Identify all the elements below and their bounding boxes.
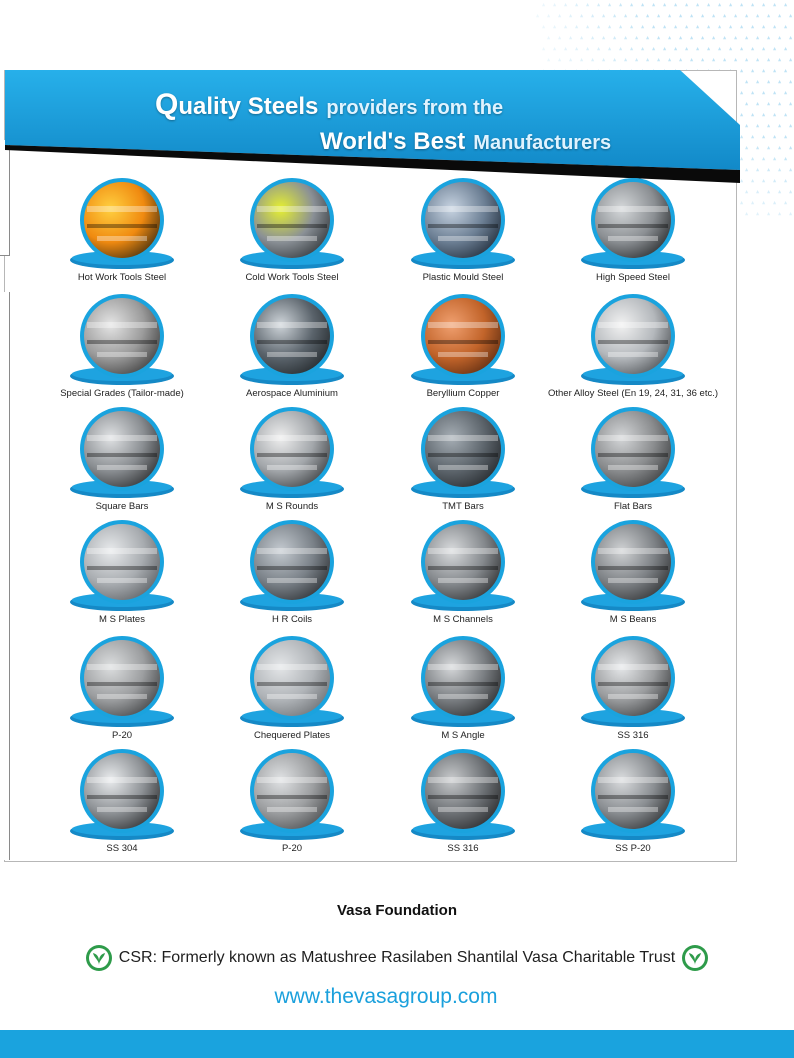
- product-label: Beryllium Copper: [426, 388, 500, 399]
- foundation-title: Vasa Foundation: [336, 902, 457, 919]
- product-item: [37, 292, 207, 404]
- product-label: Special Grades (Tailor-made): [60, 388, 184, 399]
- product-item: [37, 634, 207, 746]
- product-item: [37, 176, 207, 288]
- csr-text: CSR: Formerly known as Matushree Rasilaben Shantilal Vasa Charitable Trust: [118, 949, 676, 966]
- product-item: [378, 292, 548, 404]
- product-item: [548, 634, 718, 746]
- leaf-badge-icon: [85, 944, 113, 972]
- product-item: [548, 176, 718, 288]
- product-label: Cold Work Tools Steel: [245, 272, 339, 283]
- product-item: [37, 518, 207, 630]
- product-item: [378, 518, 548, 630]
- product-item: [207, 292, 377, 404]
- product-label: Plastic Mould Steel: [422, 272, 504, 283]
- product-label: SS P-20: [615, 843, 651, 854]
- round-bars-icon: [207, 405, 377, 500]
- product-item: [378, 634, 548, 746]
- mould-steel-icon: [378, 176, 548, 271]
- product-item: [207, 747, 377, 859]
- gears-icon: [548, 176, 718, 271]
- ss-sheets-icon: [548, 634, 718, 729]
- chequered-plate-icon: [207, 634, 377, 729]
- square-tubes-icon: [378, 747, 548, 842]
- product-label: P-20: [111, 730, 133, 741]
- product-label: M S Channels: [433, 614, 493, 625]
- product-label: SS 304: [106, 843, 138, 854]
- copper-rods-icon: [378, 292, 548, 387]
- website-link[interactable]: www.thevasagroup.com: [274, 985, 498, 1008]
- left-edge-box-bottom: [0, 292, 10, 860]
- product-label: Aerospace Aluminium: [246, 388, 338, 399]
- machined-part-icon: [37, 292, 207, 387]
- headline-line-1: Quality Steels providers from the: [155, 88, 504, 121]
- beams-icon: [548, 518, 718, 613]
- product-label: P-20: [281, 843, 303, 854]
- product-label: M S Beans: [609, 614, 657, 625]
- product-item: [207, 176, 377, 288]
- block-stack-icon: [37, 634, 207, 729]
- pipes-icon: [37, 747, 207, 842]
- csr-line: [0, 944, 794, 972]
- product-item: [548, 747, 718, 859]
- product-item: [207, 518, 377, 630]
- product-label: High Speed Steel: [596, 272, 670, 283]
- angles-icon: [378, 634, 548, 729]
- product-label: M S Angle: [441, 730, 485, 741]
- product-label: Chequered Plates: [253, 730, 331, 741]
- headline-line-2: World's Best Manufacturers: [320, 128, 612, 155]
- product-label: M S Rounds: [265, 501, 319, 512]
- tmt-bars-icon: [378, 405, 548, 500]
- jet-engine-icon: [207, 292, 377, 387]
- product-item: [207, 405, 377, 517]
- leaf-badge-icon: [681, 944, 709, 972]
- product-label: H R Coils: [271, 614, 313, 625]
- product-label: SS 316: [617, 730, 649, 741]
- product-item: [378, 405, 548, 517]
- product-label: Hot Work Tools Steel: [77, 272, 167, 283]
- product-label: SS 316: [447, 843, 479, 854]
- square-bars-icon: [37, 405, 207, 500]
- product-item: [548, 405, 718, 517]
- product-item: [548, 292, 718, 404]
- product-label: Flat Bars: [613, 501, 652, 512]
- plates-icon: [37, 518, 207, 613]
- flat-bars-icon: [548, 405, 718, 500]
- product-item: [378, 747, 548, 859]
- cold-steel-block-icon: [207, 176, 377, 271]
- coils-icon: [207, 518, 377, 613]
- channels-icon: [378, 518, 548, 613]
- product-label: M S Plates: [99, 614, 145, 625]
- product-label: TMT Bars: [442, 501, 484, 512]
- alloy-profiles-icon: [548, 292, 718, 387]
- product-item: [37, 405, 207, 517]
- bottom-color-bar: [0, 1030, 794, 1058]
- product-item: [207, 634, 377, 746]
- product-label: Other Alloy Steel (En 19, 24, 31, 36 etc.): [547, 388, 719, 399]
- hot-steel-block-icon: [37, 176, 207, 271]
- product-label: Square Bars: [95, 501, 149, 512]
- block-icon: [207, 747, 377, 842]
- bar-ends-icon: [548, 747, 718, 842]
- product-item: [548, 518, 718, 630]
- product-item: [378, 176, 548, 288]
- product-item: [37, 747, 207, 859]
